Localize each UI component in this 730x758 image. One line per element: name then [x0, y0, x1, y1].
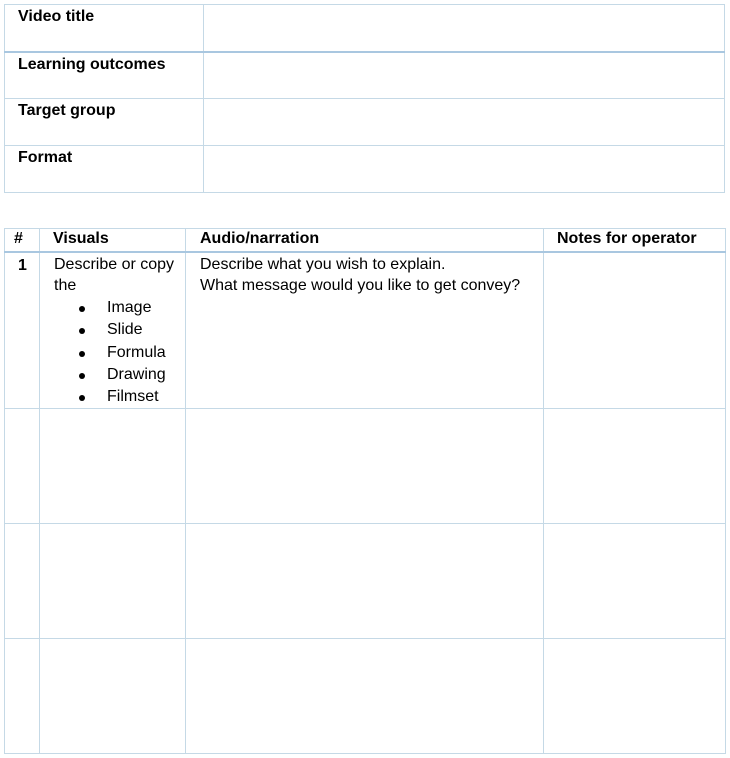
visuals-item-drawing: Drawing — [107, 364, 177, 386]
header-audio-narration: Audio/narration — [186, 229, 544, 253]
target-group-value[interactable] — [204, 99, 725, 146]
visuals-cell[interactable] — [40, 524, 186, 639]
storyboard-row — [5, 639, 726, 754]
learning-outcomes-label: Learning outcomes — [5, 52, 204, 99]
notes-cell[interactable] — [544, 524, 726, 639]
notes-cell[interactable] — [544, 409, 726, 524]
storyboard-row — [5, 252, 726, 409]
video-info-table — [4, 4, 725, 193]
notes-cell[interactable] — [544, 639, 726, 754]
info-row-video-title — [5, 5, 725, 52]
visuals-item-formula: Formula — [107, 342, 177, 364]
header-visuals: Visuals — [40, 229, 186, 253]
row-number: 1 — [5, 252, 40, 409]
storyboard-header-row — [5, 229, 726, 253]
visuals-cell[interactable] — [40, 639, 186, 754]
header-number: # — [5, 229, 40, 253]
visuals-intro-text: Describe or copy the — [54, 256, 175, 294]
format-label: Format — [5, 146, 204, 193]
storyboard-table — [4, 228, 726, 754]
visuals-cell[interactable] — [40, 409, 186, 524]
audio-line-2: What message would you like to get convey? — [200, 277, 521, 294]
visuals-item-image: Image — [107, 297, 177, 319]
storyboard-row — [5, 524, 726, 639]
format-value[interactable] — [204, 146, 725, 193]
row-number — [5, 639, 40, 754]
target-group-label: Target group — [5, 99, 204, 146]
info-row-learning-outcomes — [5, 52, 725, 99]
visuals-bullet-list — [49, 297, 177, 408]
storyboard-row — [5, 409, 726, 524]
video-title-label: Video title — [5, 5, 204, 52]
header-notes-for-operator: Notes for operator — [544, 229, 726, 253]
learning-outcomes-value[interactable] — [204, 52, 725, 99]
audio-narration-cell[interactable] — [186, 409, 544, 524]
audio-line-1: Describe what you wish to explain. — [200, 256, 446, 273]
row-number — [5, 409, 40, 524]
notes-cell[interactable] — [544, 252, 726, 409]
audio-narration-cell[interactable] — [186, 639, 544, 754]
visuals-item-filmset: Filmset — [107, 386, 177, 408]
visuals-cell[interactable] — [40, 252, 186, 409]
visuals-item-slide: Slide — [107, 319, 177, 341]
info-row-target-group — [5, 99, 725, 146]
video-title-value[interactable] — [204, 5, 725, 52]
audio-narration-cell[interactable] — [186, 252, 544, 409]
info-row-format — [5, 146, 725, 193]
row-number — [5, 524, 40, 639]
audio-narration-cell[interactable] — [186, 524, 544, 639]
